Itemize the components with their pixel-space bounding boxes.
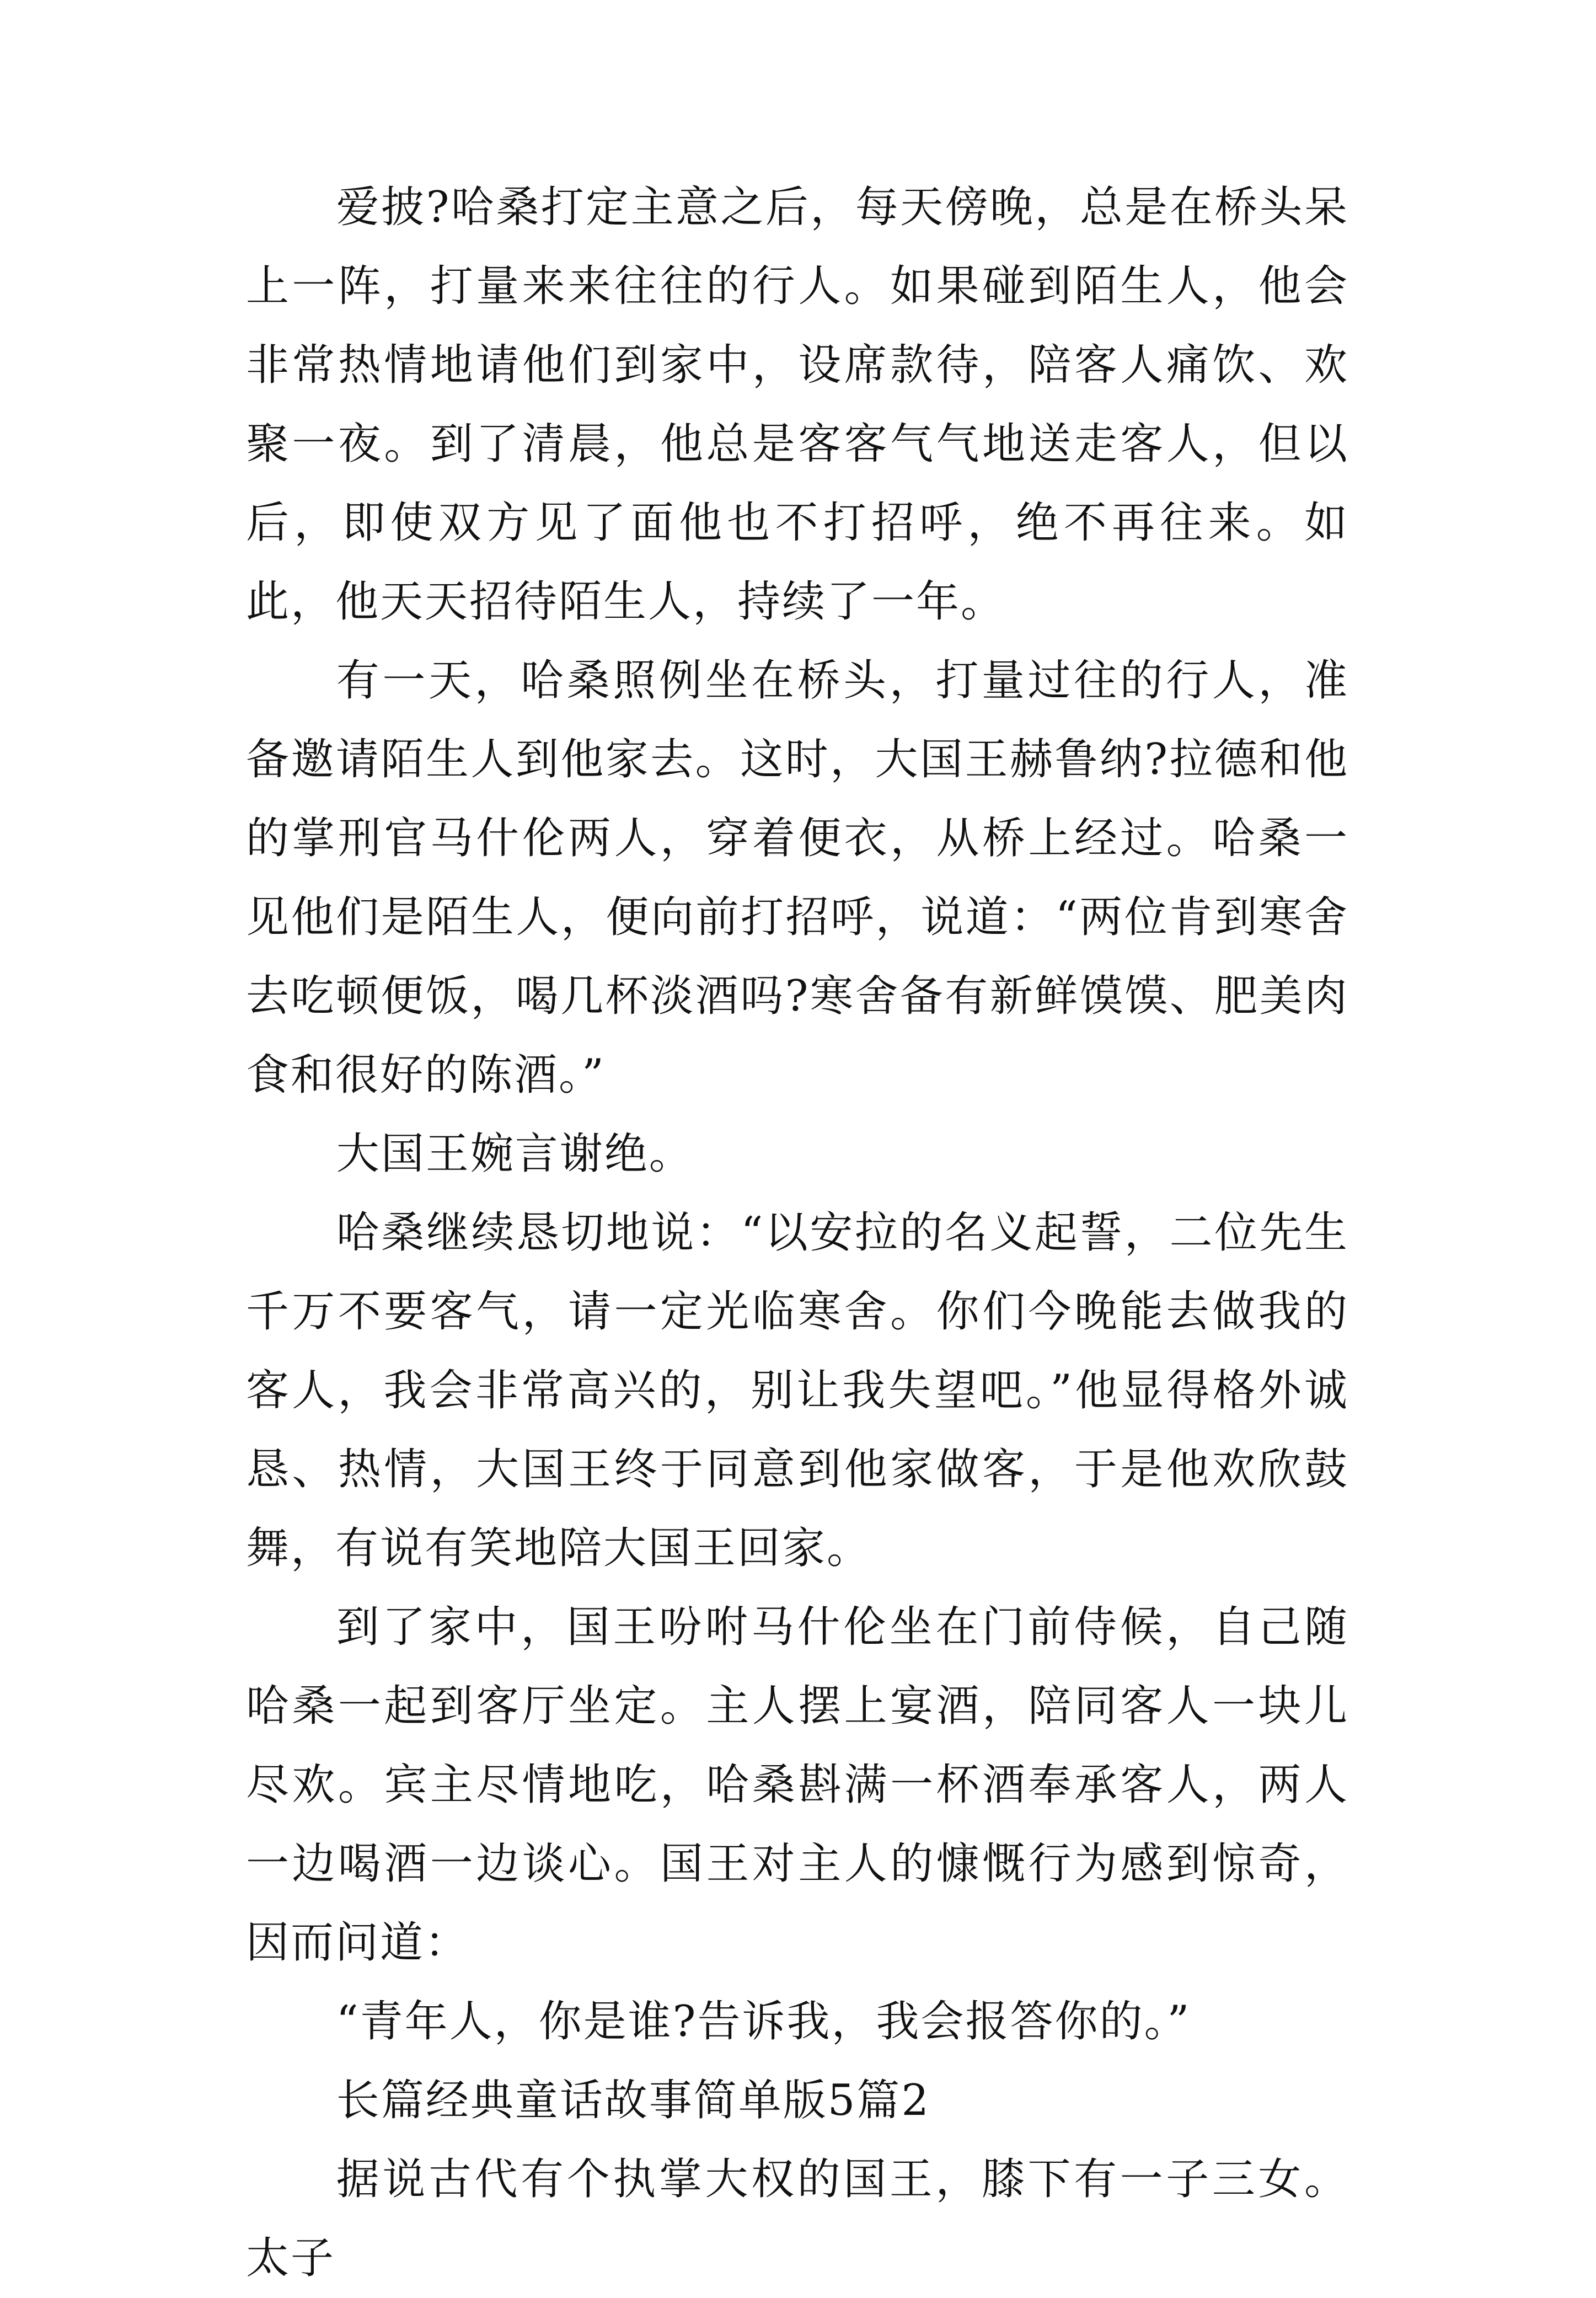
paragraph: 大国王婉言谢绝。 [336, 1129, 694, 1179]
paragraph: 爱披?哈桑打定主意之后，每天傍晚，总是在桥头呆上一阵，打量来来往往的行人。如果碰到陌生人，他会非常热情地请他们到家中，设席款待，陪客人痛饮、欢聚一夜。到了清晨，他总是客客气气地送走客人，但以后，即使双方见了面他也不打招呼，绝不再往来。如此，他天天招待陌生人，持续了一年。 [246, 183, 1349, 627]
section-title: 长篇经典童话故事简单版5篇2 [336, 2076, 931, 2125]
paragraph: 有一天，哈桑照例坐在桥头，打量过往的行人，准备邀请陌生人到他家去。这时，大国王赫鲁纳?拉德和他的掌刑官马什伦两人，穿着便衣，从桥上经过。哈桑一见他们是陌生人，便向前打招呼，说道：“两位肯到寒舍去吃顿便饭，喝几杯淡酒吗?寒舍备有新鲜馍馍、肥美肉食和很好的陈酒。” [246, 656, 1349, 1100]
paragraph: 据说古代有个执掌大权的国王，膝下有一子三女。太子 [246, 2155, 1349, 2283]
quote-line: “青年人，你是谁?告诉我，我会报答你的。” [336, 1997, 1191, 2046]
document-body [246, 168, 1349, 2298]
paragraph: 哈桑继续恳切地说：“以安拉的名义起誓，二位先生千万不要客气，请一定光临寒舍。你们今晚能去做我的客人，我会非常高兴的，别让我失望吧。”他显得格外诚恳、热情，大国王终于同意到他家做客，于是他欢欣鼓舞，有说有笑地陪大国王回家。 [246, 1208, 1349, 1573]
paragraph: 到了家中，国王吩咐马什伦坐在门前侍候，自己随哈桑一起到客厅坐定。主人摆上宴酒，陪同客人一块儿尽欢。宾主尽情地吃，哈桑斟满一杯酒奉承客人，两人一边喝酒一边谈心。国王对主人的慷慨行为感到惊奇，因而问道： [246, 1602, 1349, 1968]
